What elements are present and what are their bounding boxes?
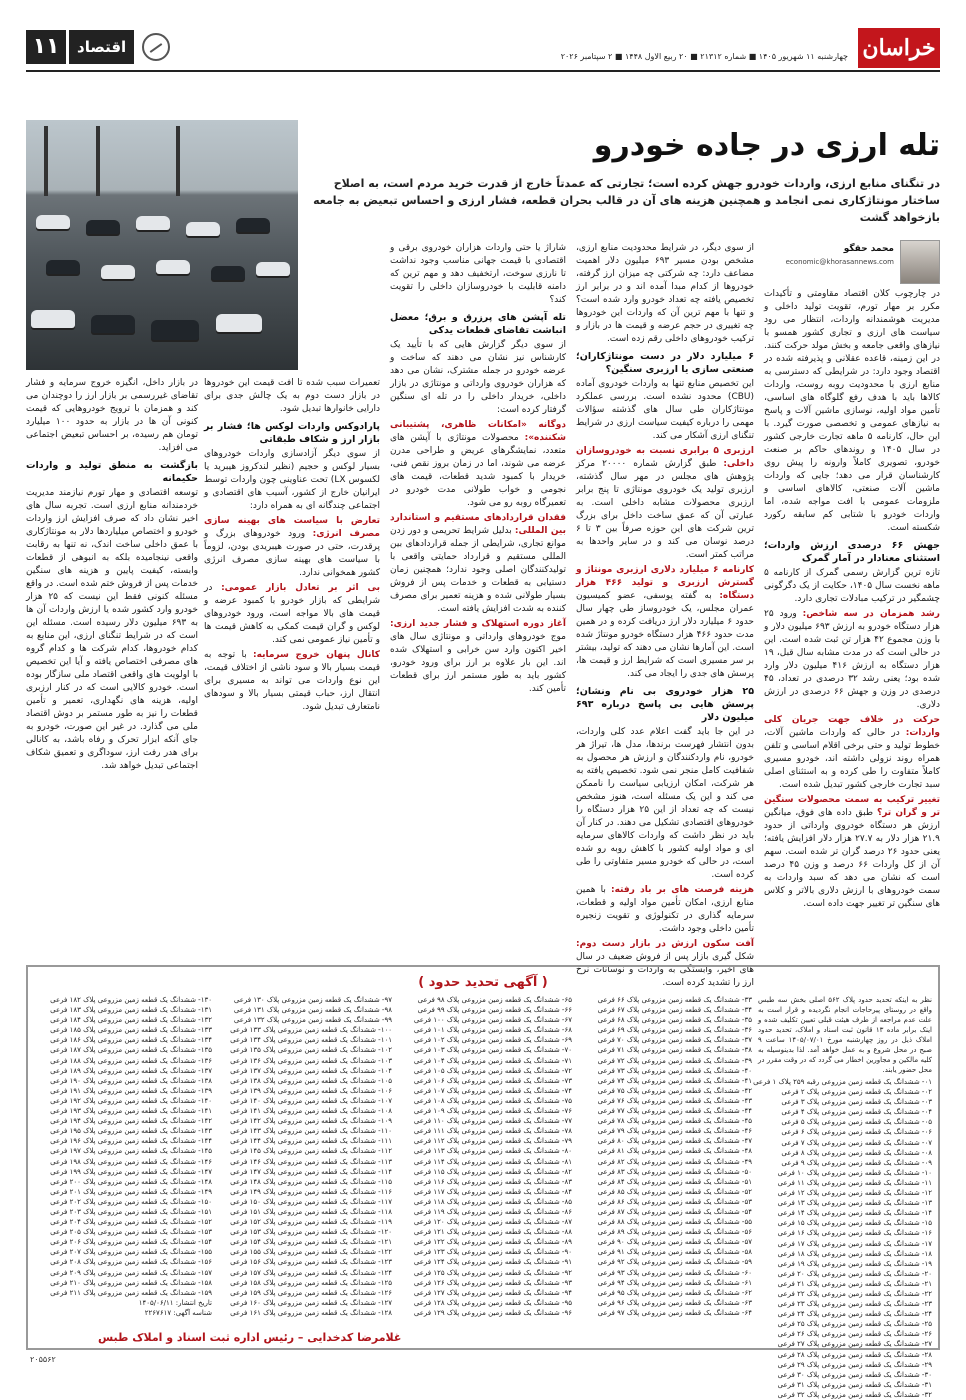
notice-item: ۲۳- ششدانگ یک قطعه زمین مزروعی پلاک ۲۳ فرعی — [777, 1300, 932, 1309]
notice-item: ۶۲- ششدانگ یک قطعه زمین مزروعی پلاک ۹۵ فرعی — [597, 1288, 752, 1297]
notice-item: ۱۰- ششدانگ یک قطعه زمین مزروعی پلاک ۱۰ فرعی — [777, 1168, 932, 1177]
paragraph: توسعه اقتصادی و مهار تورم نیازمند مدیریت خردمندانه منابع ارزی است. تجربه سال های اخیر نشان داد که صرف افزایش ارز واردات خودرو و اختصاص میلیاردها دلار به مونتاژکاری با عمق داخلی ساخت اندک، نه تنها به رقابت واقعی نینجامیده بلکه به انبوهی از قطعات وابسته، کیفیت پایین و هزینه های سنگین خدمات پس از فروش ختم شده است. در واقع مسئله کنونی فقط این نیست که ۲۵ هزار خودرو وارد کشور شده یا ارزش واردات آن ها به ۶۹۳ میلیون دلار رسیده است. مسئله این است که در شرایط تنگنای ارزی، این منابع به کدام خودروها، کدام شرکت ها و کدام گروه های مصرفی اختصاص یافته و آیا این تخصیص با اولویت های واقعی اقتصاد ملی سازگار بوده است. خودرو کالایی است که در کنار ارزبری اولیه، هزینه های نگهداری، تعمیر و تأمین قطعات را نیز به طور مستمر بر دوش اقتصاد ملی می گذارد. در غیر این صورت، خودرو به جای آنکه ابزار تحرک و رفاه باشد، به کانالی برای هدر رفت ارز، سوداگری و تعمیق شکاف اجتماعی تبدیل خواهد شد. — [26, 488, 198, 771]
paragraph: شکل گیری بازار پس از فروش ضعیف در سال های اخیر، وابستگی به واردات و نوسانات نرخ ارز را تشدید کرده است. — [576, 952, 754, 988]
issue-line: چهارشنبه ۱۱ شهریور ۱۴۰۵ ■ شماره ۲۱۳۱۲ ■ ۲۰ ربیع الاول ۱۴۴۸ ■ ۲ سپتامبر ۲۰۲۶ — [560, 52, 848, 61]
notice-item: ۱۰۷- ششدانگ یک قطعه زمین مزروعی پلاک ۱۴۰ فرعی — [230, 1096, 392, 1105]
notice-item: ۵۰- ششدانگ یک قطعه زمین مزروعی پلاک ۸۳ فرعی — [597, 1167, 752, 1176]
notice-item: ۱۴۱- ششدانگ یک قطعه زمین مزروعی پلاک ۱۹۳ فرعی — [50, 1107, 212, 1116]
notice-item: ۱۰۱- ششدانگ یک قطعه زمین مزروعی پلاک ۱۳۴ فرعی — [230, 1036, 392, 1045]
notice-item: ۱۰۶- ششدانگ یک قطعه زمین مزروعی پلاک ۱۳۹ فرعی — [230, 1086, 392, 1095]
car-icon — [46, 260, 80, 274]
notice-item: ۰۸- ششدانگ یک قطعه زمین مزروعی پلاک ۸ فرعی — [781, 1148, 932, 1157]
section-name: اقتصاد — [69, 30, 134, 64]
notice-item: تاریخ انتشار: ۱۴۰۵/۰۶/۱۱ — [138, 1298, 212, 1307]
paragraph: با همین منابع ارزی، امکان تأمین مواد اولیه و قطعات، سرمایه گذاری در تکنولوژی و تقویت زنجیره تأمین داخلی وجود داشت. — [576, 885, 754, 934]
page-number: ۱۱ — [26, 30, 66, 64]
notice-item: ۱۵۸- ششدانگ یک قطعه زمین مزروعی پلاک ۲۱۰ فرعی — [50, 1278, 212, 1287]
notice-item: ۱۶- ششدانگ یک قطعه زمین مزروعی پلاک ۱۶ فرعی — [777, 1229, 932, 1238]
notice-item: ۷۰- ششدانگ یک قطعه زمین مزروعی پلاک ۱۰۳ فرعی — [413, 1046, 572, 1055]
crane-icon — [176, 126, 180, 196]
paragraph: از سوی دیگر، در شرایط محدودیت منابع ارزی، مشخص بودن مسیر ۶۹۳ میلیون دلار اهمیت مضاعف دارد: چه شرکتی چه میزان ارز گرفته، خودروها از کدام مبدا آمده اند و در برابر ارز تخصیص یافته چه تعداد خودرو وارد شده است؟ و تنها با مهم ترین آن که واردات این خودروها چه تغییری در حجم عرضه و قیمت ها در بازار و ترکیب خودروهای داخلی رقم زده است. — [576, 243, 754, 344]
notice-item: ۶۱- ششدانگ یک قطعه زمین مزروعی پلاک ۹۴ فرعی — [597, 1278, 752, 1287]
notice-item: ۹۰- ششدانگ یک قطعه زمین مزروعی پلاک ۱۲۳ فرعی — [413, 1248, 572, 1257]
subheading: تله آپشن های پرزرق و برق؛ معضل انباشت تقاضای قطعات یدکی — [390, 312, 566, 336]
notice-column-2 — [578, 995, 752, 1331]
notice-item: ۴۸- ششدانگ یک قطعه زمین مزروعی پلاک ۸۱ فرعی — [597, 1147, 752, 1156]
notice-item: ۱۳۸- ششدانگ یک قطعه زمین مزروعی پلاک ۱۹۰ فرعی — [50, 1076, 212, 1085]
paragraph: در بازار داخل، انگیزه خروج سرمایه و فشار تقاضای غیررسمی بر بازار ارز را دوچندان می کند و همزمان با ترویج خودروهایی که قیمت کنونی آن ها در بازار به حدود ۱۰۰ میلیارد تومان هم رسیده، بر احساس تبعیض اجتماعی می افزاید. — [26, 378, 198, 453]
article-lead: در تنگنای منابع ارزی، واردات خودرو جهش کرده است؛ تجارتی که عمدتاً خارج از قدرت خرید مردم است، به اصلاح ساختار مونتاژکاری نمی انجامد و همچنین هزینه های آن در قالب بحران قطعه، فشار ارزی و احساس تبعیض به جامعه بازخواهد گشت — [313, 177, 940, 224]
paragraph: ورود خودروهای بزرگ و پرقدرت، حتی در صورت هیبریدی بودن، لزوماً با سیاست های بهینه سازی مصرف انرژی کشور همخوانی ندارد. — [204, 529, 380, 578]
notice-intro: نظر به اینکه تحدید حدود پلاک ۵۶۲ اصلی بخش سه طبس واقع در روستای پیرحاجات انجام نگردیده و قرار است به علت عدم مراجعه از طرف هیئت قبلی تعیین تکلیف شده و اینک برابر ماده ۱۳ قانون ثبت اسناد و املاک، تحدید حدود املاک ذیل در روز چهارشنبه مورخ ۱۴۰۵/۰۷/۰۱ ساعت ۹ صبح در محل شروع و به عمل خواهد آمد. لذا بدینوسیله به کلیه مالکین و مجاورین اخطار می گردد که در وقت مقرر در محل حضور یابند. — [758, 996, 933, 1074]
notice-item: ۸۱- ششدانگ یک قطعه زمین مزروعی پلاک ۱۱۴ فرعی — [413, 1157, 572, 1166]
notice-item: ۱۰۴- ششدانگ یک قطعه زمین مزروعی پلاک ۱۳۷ فرعی — [230, 1066, 392, 1075]
highlight-label: هزینه فرصت های بر باد رفته: — [610, 885, 754, 895]
notice-item: ۶۰- ششدانگ یک قطعه زمین مزروعی پلاک ۹۳ فرعی — [597, 1268, 752, 1277]
notice-items — [398, 995, 572, 1318]
highlight-label: آفت سکون ارزش در بازار دست دوم: — [576, 939, 754, 949]
notice-item: ۶۵- ششدانگ یک قطعه زمین مزروعی پلاک ۹۸ فرعی — [417, 996, 572, 1004]
notice-item: ۱۰۳- ششدانگ یک قطعه زمین مزروعی پلاک ۱۳۶ فرعی — [230, 1056, 392, 1065]
article-column-5 — [26, 377, 198, 1007]
notice-item: ۱۵۰- ششدانگ یک قطعه زمین مزروعی پلاک ۲۰۲ فرعی — [50, 1197, 212, 1206]
notice-item: ۷۸- ششدانگ یک قطعه زمین مزروعی پلاک ۱۱۱ فرعی — [413, 1127, 572, 1136]
notice-item: ۱۵۷- ششدانگ یک قطعه زمین مزروعی پلاک ۲۰۹ فرعی — [50, 1268, 212, 1277]
notice-item: ۹۵- ششدانگ یک قطعه زمین مزروعی پلاک ۱۲۸ فرعی — [413, 1298, 572, 1307]
notice-item: ۱۴۰- ششدانگ یک قطعه زمین مزروعی پلاک ۱۹۲ فرعی — [50, 1096, 212, 1105]
subheading: ۲۵ هزار خودروی بی نام ونشان؛ پرسش هایی بی پاسخ درباره ۶۹۳ میلیون دلار — [576, 686, 754, 723]
car-icon — [256, 262, 290, 276]
notice-item: ۰۹- ششدانگ یک قطعه زمین مزروعی پلاک ۹ فرعی — [781, 1158, 932, 1167]
highlight-label: تغییر ترکیب به سمت محصولات سنگین تر و گران تر؟ — [764, 795, 940, 818]
notice-item: ۴۷- ششدانگ یک قطعه زمین مزروعی پلاک ۸۰ فرعی — [597, 1137, 752, 1146]
notice-items — [753, 1077, 932, 1400]
notice-item: ۶۳- ششدانگ یک قطعه زمین مزروعی پلاک ۹۶ فرعی — [597, 1298, 752, 1307]
notice-item: ۳۷- ششدانگ یک قطعه زمین مزروعی پلاک ۷۰ فرعی — [597, 1036, 752, 1045]
paragraph: این تخصیص منابع تنها به واردات خودروی آماده (CBU) محدود نشده است. بررسی عملکرد مونتاژکاران طی سال های گذشته سؤالات مهمی را درباره کیفیت سیاست ارزی در شرایط تنگنای ارزی آشکار می کند. — [576, 379, 754, 441]
highlight-label: ارزبری ۵ برابری نسبت به خودروسازان داخلی: — [576, 446, 754, 469]
notice-item: ۱۲۸- ششدانگ یک قطعه زمین مزروعی پلاک ۱۶۱ فرعی — [230, 1308, 392, 1317]
car-icon — [156, 260, 190, 274]
notice-items — [38, 995, 212, 1318]
notice-title: ( آگهی تحدید حدود ) — [418, 975, 548, 990]
masthead — [26, 28, 940, 72]
notice-item: ۱۴۹- ششدانگ یک قطعه زمین مزروعی پلاک ۲۰۱ فرعی — [50, 1187, 212, 1196]
highlight-label: حرکت در خلاف جهت جریان کلی واردات: — [764, 715, 940, 738]
paragraph: ورود ۲۵ هزار دستگاه خودرو به ارزش ۶۹۳ میلیون دلار و با وزن مجموع ۴۲ هزار تن ثبت شده است. این در حالی است که در مدت مشابه سال قبل، ۱۹ هزار دستگاه به ارزش ۴۱۶ میلیون دلار وارد شده بود؛ یعنی رشد ۳۲ درصدی در تعداد، ۴۵ درصدی در وزن و جهش ۶۶ درصدی در ارزش دلاری. — [764, 609, 941, 710]
main-article — [26, 72, 940, 1007]
subheading: پارادوکس واردات لوکس ها؛ فشار بر بازار ارز و شکاف طبقاتی — [204, 421, 380, 445]
notice-item: ۰۷- ششدانگ یک قطعه زمین مزروعی پلاک ۷ فرعی — [781, 1138, 932, 1147]
paragraph: در این جا باید گفت اعلام عدد کلی واردات، بدون انتشار فهرست برندها، مدل ها، تیراژ هر خودرو، نام واردکنندگان و ارزش هر محصول به شفافیت کامل منجر نمی شود. تخصیص یافته به هر شرکت، امکان ارزیابی سیاست را ناممکن می کند و این یک مسئله است، هنوز مشخص نیست که چه تعداد از این ۲۵ هزار دستگاه را خودروهای اقتصادی تشکیل می دهند. در کنار آن باید در نظر داشت که واردات کالاهای سرمایه ای و مواد اولیه کشور با کاهش روبه رو شده است، در حالی که خودرو مسیر متفاوتی را طی کرده است. — [576, 727, 754, 880]
paragraph: تعمیرات سبب شده تا افت قیمت این خودروها در بازار دست دوم به یک چالش جدی برای دارایی خانوارها تبدیل شود. — [204, 378, 380, 414]
notice-item: ۳۹- ششدانگ یک قطعه زمین مزروعی پلاک ۷۲ فرعی — [597, 1056, 752, 1065]
newspaper-logo: خراسان — [858, 28, 940, 68]
highlight-label: کارنامه ۶ میلیارد دلاری ارزبری مونتاژ و گسترش ارزبری و تولید ۴۶۶ هزار دستگاه: — [576, 565, 754, 601]
notice-item: ۱۵۹- ششدانگ یک قطعه زمین مزروعی پلاک ۲۱۱ فرعی — [50, 1288, 212, 1297]
crane-icon — [96, 126, 100, 196]
notice-item: ۱۰۸- ششدانگ یک قطعه زمین مزروعی پلاک ۱۴۱ فرعی — [230, 1107, 392, 1116]
paragraph: موج خودروهای وارداتی و مونتاژی سال های اخیر اکنون وارد سن خرابی و استهلاک شده اند. این بار علاوه بر ارز برای ورود خودرو، کشور باید به طور مستمر ارز برای قطعات تأمین کند. — [390, 632, 566, 694]
notice-item: ۱۴۶- ششدانگ یک قطعه زمین مزروعی پلاک ۱۹۸ فرعی — [50, 1157, 212, 1166]
notice-item: ۵۱- ششدانگ یک قطعه زمین مزروعی پلاک ۸۴ فرعی — [597, 1177, 752, 1186]
notice-item: ۱۴۴- ششدانگ یک قطعه زمین مزروعی پلاک ۱۹۶ فرعی — [50, 1137, 212, 1146]
notice-item: ۱۵- ششدانگ یک قطعه زمین مزروعی پلاک ۱۵ فرعی — [777, 1219, 932, 1228]
notice-item: ۹۳- ششدانگ یک قطعه زمین مزروعی پلاک ۱۲۶ فرعی — [413, 1278, 572, 1287]
paragraph: شاراژ یا حتی واردات هزاران خودروی برقی و اقتصادی با قیمت جهانی مناسب وجود نداشت تا نارزی سوخت، ارتخفیف دهد و مهم ترین که دامنه قابلیت با خودروسازان داخلی را تقویت کند؟ — [390, 243, 566, 305]
notice-item: ۵۷- ششدانگ یک قطعه زمین مزروعی پلاک ۹۰ فرعی — [597, 1238, 752, 1247]
notice-item: ۱۳۰- ششدانگ یک قطعه زمین مزروعی پلاک ۱۸۲ فرعی — [50, 996, 212, 1004]
notice-item: ۱۵۱- ششدانگ یک قطعه زمین مزروعی پلاک ۲۰۳ فرعی — [50, 1207, 212, 1216]
section-header — [26, 30, 170, 64]
article-column-1 — [764, 288, 940, 1008]
notice-item: ۳۸- ششدانگ یک قطعه زمین مزروعی پلاک ۷۱ فرعی — [597, 1046, 752, 1055]
notice-item: ۰۲- ششدانگ یک قطعه زمین مزروعی پلاک ۲ فرعی — [781, 1088, 932, 1097]
notice-item: ۳۶- ششدانگ یک قطعه زمین مزروعی پلاک ۶۹ فرعی — [597, 1026, 752, 1035]
notice-item: ۵۸- ششدانگ یک قطعه زمین مزروعی پلاک ۹۱ فرعی — [597, 1248, 752, 1257]
car-icon — [186, 222, 220, 236]
legal-notice — [26, 965, 940, 1399]
notice-item: ۱۱۸- ششدانگ یک قطعه زمین مزروعی پلاک ۱۵۱ فرعی — [230, 1207, 392, 1216]
notice-item: ۱۱۷- ششدانگ یک قطعه زمین مزروعی پلاک ۱۵۰ فرعی — [230, 1197, 392, 1206]
notice-item: ۱۳۳- ششدانگ یک قطعه زمین مزروعی پلاک ۱۸۵ فرعی — [50, 1026, 212, 1035]
notice-item: ۱۳۹- ششدانگ یک قطعه زمین مزروعی پلاک ۱۹۱ فرعی — [50, 1086, 212, 1095]
notice-code: ۲۰۵۵۶۲ — [30, 1355, 56, 1364]
notice-item: ۰۵- ششدانگ یک قطعه زمین مزروعی پلاک ۵ فرعی — [781, 1118, 932, 1127]
notice-item: ۱۴۵- ششدانگ یک قطعه زمین مزروعی پلاک ۱۹۷ فرعی — [50, 1147, 212, 1156]
notice-item: ۷۶- ششدانگ یک قطعه زمین مزروعی پلاک ۱۰۹ فرعی — [413, 1107, 572, 1116]
notice-item: ۹۱- ششدانگ یک قطعه زمین مزروعی پلاک ۱۲۴ فرعی — [413, 1258, 572, 1267]
notice-item: ۴۳- ششدانگ یک قطعه زمین مزروعی پلاک ۷۶ فرعی — [597, 1096, 752, 1105]
notice-item: ۲۰- ششدانگ یک قطعه زمین مزروعی پلاک ۲۰ فرعی — [777, 1269, 932, 1278]
notice-item: ۸۷- ششدانگ یک قطعه زمین مزروعی پلاک ۱۲۰ فرعی — [413, 1218, 572, 1227]
notice-column-3 — [398, 995, 572, 1331]
notice-item: ۷۵- ششدانگ یک قطعه زمین مزروعی پلاک ۱۰۸ فرعی — [413, 1096, 572, 1105]
author-name: محمد حقگو — [843, 244, 894, 254]
notice-item: ۱۱۵- ششدانگ یک قطعه زمین مزروعی پلاک ۱۴۸ فرعی — [230, 1177, 392, 1186]
notice-item: ۱۰۰- ششدانگ یک قطعه زمین مزروعی پلاک ۱۳۳ فرعی — [230, 1026, 392, 1035]
notice-item: ۱۲۲- ششدانگ یک قطعه زمین مزروعی پلاک ۱۵۵ فرعی — [230, 1248, 392, 1257]
notice-item: ۳۲- ششدانگ یک قطعه زمین مزروعی پلاک ۳۲ فرعی — [777, 1390, 932, 1399]
notice-item: ۱۵۲- ششدانگ یک قطعه زمین مزروعی پلاک ۲۰۴ فرعی — [50, 1218, 212, 1227]
notice-column-1 — [753, 995, 933, 1399]
notice-item: ۳۰- ششدانگ یک قطعه زمین مزروعی پلاک ۳۰ فرعی — [777, 1370, 932, 1379]
notice-item: ۰۱- ششدانگ یک قطعه زمین مزروعی رقبه ۲۵۹ پلاک ۱ فرعی — [753, 1078, 932, 1086]
car-icon — [101, 265, 135, 279]
notice-item: ۱۱۴- ششدانگ یک قطعه زمین مزروعی پلاک ۱۴۷ فرعی — [230, 1167, 392, 1176]
paragraph: با توجه به قیمت بسیار بالا و سود ناشی از اختلاف قیمت، این نوع واردات می تواند به مسیری برای انتقال ارز، حباب قیمتی بسیار بالا و سودهای نامتعارف تبدیل شود. — [204, 650, 380, 712]
notice-item: ۸۳- ششدانگ یک قطعه زمین مزروعی پلاک ۱۱۶ فرعی — [413, 1177, 572, 1186]
notice-item: ۱۴- ششدانگ یک قطعه زمین مزروعی پلاک ۱۴ فرعی — [777, 1209, 932, 1218]
car-icon — [216, 314, 262, 332]
notice-item: ۰۴- ششدانگ یک قطعه زمین مزروعی پلاک ۴ فرعی — [781, 1108, 932, 1117]
notice-item: ۱۵۶- ششدانگ یک قطعه زمین مزروعی پلاک ۲۰۸ فرعی — [50, 1258, 212, 1267]
notice-item: ۱۲۵- ششدانگ یک قطعه زمین مزروعی پلاک ۱۵۸ فرعی — [230, 1278, 392, 1287]
highlight-label: فقدان قراردادهای مستقیم و استاندارد بین المللی: — [390, 513, 566, 536]
notice-item: ۹۶- ششدانگ یک قطعه زمین مزروعی پلاک ۱۲۹ فرعی — [413, 1308, 572, 1317]
notice-item: ۱۴۷- ششدانگ یک قطعه زمین مزروعی پلاک ۱۹۹ فرعی — [50, 1167, 212, 1176]
notice-column-5 — [38, 995, 212, 1331]
notice-item: ۲۵- ششدانگ یک قطعه زمین مزروعی پلاک ۲۵ فرعی — [777, 1320, 932, 1329]
notice-item: ۳۱- ششدانگ یک قطعه زمین مزروعی پلاک ۳۱ فرعی — [777, 1380, 932, 1389]
notice-item: ۵۴- ششدانگ یک قطعه زمین مزروعی پلاک ۸۷ فرعی — [597, 1207, 752, 1216]
notice-item: ۹۹- ششدانگ یک قطعه زمین مزروعی پلاک ۱۳۲ فرعی — [233, 1016, 392, 1025]
notice-items — [218, 995, 392, 1318]
article-column-2 — [576, 242, 754, 1007]
notice-item: ۷۲- ششدانگ یک قطعه زمین مزروعی پلاک ۱۰۵ فرعی — [413, 1066, 572, 1075]
car-icon — [91, 315, 135, 333]
notice-item: ۴۵- ششدانگ یک قطعه زمین مزروعی پلاک ۷۸ فرعی — [597, 1117, 752, 1126]
notice-item: ۷۴- ششدانگ یک قطعه زمین مزروعی پلاک ۱۰۷ فرعی — [413, 1086, 572, 1095]
notice-item: ۹۷- ششدانگ یک قطعه زمین مزروعی پلاک ۱۳۰ فرعی — [233, 996, 392, 1004]
notice-item: ۲۸- ششدانگ یک قطعه زمین مزروعی پلاک ۲۸ فرعی — [777, 1350, 932, 1359]
notice-item: ۲۷- ششدانگ یک قطعه زمین مزروعی پلاک ۲۷ فرعی — [777, 1340, 932, 1349]
notice-item: ۰۳- ششدانگ یک قطعه زمین مزروعی پلاک ۳ فرعی — [781, 1098, 932, 1107]
notice-item: ۶۸- ششدانگ یک قطعه زمین مزروعی پلاک ۱۰۱ فرعی — [413, 1026, 572, 1035]
notice-item: ۱۳۶- ششدانگ یک قطعه زمین مزروعی پلاک ۱۸۸ فرعی — [50, 1056, 212, 1065]
notice-item: ۱۵۴- ششدانگ یک قطعه زمین مزروعی پلاک ۲۰۶ فرعی — [50, 1238, 212, 1247]
notice-item: ۱۱۱- ششدانگ یک قطعه زمین مزروعی پلاک ۱۴۴ فرعی — [230, 1137, 392, 1146]
notice-item: ۳۵- ششدانگ یک قطعه زمین مزروعی پلاک ۶۸ فرعی — [597, 1016, 752, 1025]
notice-item: ۶۷- ششدانگ یک قطعه زمین مزروعی پلاک ۱۰۰ فرعی — [413, 1016, 572, 1025]
car-icon — [211, 266, 245, 280]
notice-item: ۸۲- ششدانگ یک قطعه زمین مزروعی پلاک ۱۱۵ فرعی — [413, 1167, 572, 1176]
notice-item: ۱۱۳- ششدانگ یک قطعه زمین مزروعی پلاک ۱۴۶ فرعی — [230, 1157, 392, 1166]
article-headline: تله ارزی در جاده خودرو — [593, 128, 940, 163]
notice-item: شناسه آگهی: ۲۲۶۷۶۱۷ — [144, 1308, 212, 1317]
notice-item: ۱۹- ششدانگ یک قطعه زمین مزروعی پلاک ۱۹ فرعی — [777, 1259, 932, 1268]
notice-column-4 — [218, 995, 392, 1331]
notice-item: ۱۰۲- ششدانگ یک قطعه زمین مزروعی پلاک ۱۳۵ فرعی — [230, 1046, 392, 1055]
notice-item: ۱۴۸- ششدانگ یک قطعه زمین مزروعی پلاک ۲۰۰ فرعی — [50, 1177, 212, 1186]
notice-item: ۶۴- ششدانگ یک قطعه زمین مزروعی پلاک ۹۷ فرعی — [597, 1308, 752, 1317]
notice-items — [578, 995, 752, 1318]
paragraph: از سوی دیگر گزارش هایی که با تأیید یک کارشناس نیز نشان می دهند که ساخت و عرضه خودرو در جمله مشترک، نشان می دهد که هزاران خودروی وارداتی و مونتاژی در بازار داخلی، خریدار داخلی را در تله ای سنگین گرفتار کرده است: — [390, 340, 566, 415]
notice-item: ۵۲- ششدانگ یک قطعه زمین مزروعی پلاک ۸۵ فرعی — [597, 1187, 752, 1196]
car-icon — [31, 310, 75, 328]
author-avatar — [900, 240, 940, 284]
notice-item: ۱۲- ششدانگ یک قطعه زمین مزروعی پلاک ۱۲ فرعی — [777, 1189, 932, 1198]
author-box — [785, 240, 940, 286]
notice-item: ۱۳۴- ششدانگ یک قطعه زمین مزروعی پلاک ۱۸۶ فرعی — [50, 1036, 212, 1045]
notice-item: ۷۱- ششدانگ یک قطعه زمین مزروعی پلاک ۱۰۴ فرعی — [413, 1056, 572, 1065]
car-icon — [236, 218, 270, 232]
paragraph: به گفته یوسفی، عضو کمیسیون عمران مجلس، یک خودروساز طی چهار سال حدود ۶ میلیارد دلار ارز دریافت کرده و در همین مدت حدود ۴۶۶ هزار دستگاه خودرو مونتاژ شده است. این آمارها نشان می دهند که تولید، بیشتر بر سر مسیری است که شرایط ارز و قیمت ها، پرسش های جدی را ایجاد می کند. — [576, 591, 754, 679]
notice-item: ۳۳- ششدانگ یک قطعه زمین مزروعی پلاک ۶۶ فرعی — [597, 996, 752, 1004]
highlight-label: تعارض با سیاست های بهینه سازی مصرف انرژی: — [204, 516, 380, 539]
notice-item: ۴۲- ششدانگ یک قطعه زمین مزروعی پلاک ۷۵ فرعی — [597, 1086, 752, 1095]
notice-item: ۱۸- ششدانگ یک قطعه زمین مزروعی پلاک ۱۸ فرعی — [777, 1249, 932, 1258]
notice-item: ۹۲- ششدانگ یک قطعه زمین مزروعی پلاک ۱۲۵ فرعی — [413, 1268, 572, 1277]
paragraph: در چارچوب کلان اقتصاد مقاومتی و تأکیدات مکرر بر مهار تورم، تقویت تولید داخلی و مدیریت هوشمندانه واردات، انتظار می رود سیاست های ارزی و تجاری کشور همسو با نیازهای واقعی جامعه و بخش مولد حرکت کنند. در این زمینه، قاعده عقلانی و پذیرفته شده در اقتصاد وجود دارد: در شرایطی که دسترسی به منابع ارزی با محدودیت روبه روست، واردات کالاها باید با هدف رفع گلوگاه های اساسی، تأمین مواد اولیه، نوسازی ماشین آلات و پاسخ به نیازهای عمومی و تخصصی صورت گیرد. با این حال، کارنامه ۵ ماهه تجارت خارجی کشور در سال ۱۴۰۵ و روندهای حاکم بر صنعت خودرو، تصویری کاملاً وارونه را پیش روی کارشناسان قرار می دهد؛ جایی که واردات ماشین آلات صنعتی، کالاهای اساسی و ملزومات عمومی با افت مواجه شده، اما واردات خودرو با شتابی کم سابقه رکورد شکسته است. — [764, 289, 940, 533]
notice-item: ۵۳- ششدانگ یک قطعه زمین مزروعی پلاک ۸۶ فرعی — [597, 1197, 752, 1206]
notice-item: ۲۲- ششدانگ یک قطعه زمین مزروعی پلاک ۲۲ فرعی — [777, 1289, 932, 1298]
notice-item: ۱۲۷- ششدانگ یک قطعه زمین مزروعی پلاک ۱۶۰ فرعی — [230, 1298, 392, 1307]
notice-item: ۸۰- ششدانگ یک قطعه زمین مزروعی پلاک ۱۱۳ فرعی — [413, 1147, 572, 1156]
article-column-4 — [204, 377, 380, 1007]
highlight-label: رشد همزمان در سه شاخص: — [802, 609, 940, 619]
notice-item: ۸۴- ششدانگ یک قطعه زمین مزروعی پلاک ۱۱۷ فرعی — [413, 1187, 572, 1196]
paragraph: محصولات مونتاژی با آپشن های متعدد، نمایشگرهای عریض و طراحی مدرن عرضه می شوند، اما در زمان بروز نقص فنی، خریدار با کمبود شدید قطعات، قیمت های نجومی و خواب طولانی مدت خودرو در تعمیرگاه روبه رو می شود. — [390, 433, 566, 508]
notice-item: ۱۳۱- ششدانگ یک قطعه زمین مزروعی پلاک ۱۸۳ فرعی — [50, 1006, 212, 1015]
notice-item: ۵۵- ششدانگ یک قطعه زمین مزروعی پلاک ۸۸ فرعی — [597, 1218, 752, 1227]
notice-item: ۱۳- ششدانگ یک قطعه زمین مزروعی پلاک ۱۳ فرعی — [777, 1199, 932, 1208]
subheading: بازگشت به منطق تولید و واردات حکیمانه — [26, 460, 198, 484]
article-column-3 — [390, 242, 566, 1007]
car-icon — [86, 220, 120, 234]
notice-item: ۱۲۴- ششدانگ یک قطعه زمین مزروعی پلاک ۱۵۷ فرعی — [230, 1268, 392, 1277]
notice-item: ۱۵۵- ششدانگ یک قطعه زمین مزروعی پلاک ۲۰۷ فرعی — [50, 1248, 212, 1257]
notice-item: ۱۵۳- ششدانگ یک قطعه زمین مزروعی پلاک ۲۰۵ فرعی — [50, 1228, 212, 1237]
car-icon — [151, 320, 199, 340]
notice-item: ۴۱- ششدانگ یک قطعه زمین مزروعی پلاک ۷۴ فرعی — [597, 1076, 752, 1085]
growth-chart-icon — [142, 33, 170, 61]
notice-item: ۱۴۳- ششدانگ یک قطعه زمین مزروعی پلاک ۱۹۵ فرعی — [50, 1127, 212, 1136]
notice-item: ۷۳- ششدانگ یک قطعه زمین مزروعی پلاک ۱۰۶ فرعی — [413, 1076, 572, 1085]
highlight-label: کانال پنهان خروج سرمایه: — [253, 650, 381, 660]
notice-item: ۱۷- ششدانگ یک قطعه زمین مزروعی پلاک ۱۷ فرعی — [777, 1239, 932, 1248]
paragraph: در شرایطی که بازار خودرو با کمبود عرضه و قیمت های بالا مواجه است، ورود خودروهای لوکس و گران قیمت کمکی به کاهش قیمت ها و تأمین نیاز عمومی نمی کند. — [204, 583, 380, 645]
notice-item: ۷۷- ششدانگ یک قطعه زمین مزروعی پلاک ۱۱۰ فرعی — [413, 1117, 572, 1126]
notice-item: ۸۹- ششدانگ یک قطعه زمین مزروعی پلاک ۱۲۲ فرعی — [413, 1238, 572, 1247]
highlight-label: دوگانه «امکانات ظاهری، پشتیبانی شکننده»: — [390, 420, 566, 443]
notice-item: ۱۴۲- ششدانگ یک قطعه زمین مزروعی پلاک ۱۹۴ فرعی — [50, 1117, 212, 1126]
notice-item: ۱۳۲- ششدانگ یک قطعه زمین مزروعی پلاک ۱۸۴ فرعی — [50, 1016, 212, 1025]
highlight-label: بی اثر بر تعادل بازار عمومی: — [221, 583, 380, 593]
paragraph: از سوی دیگر آزادسازی واردات خودروهای بسیار لوکس و حجیم (نظیر لندکروز هیبرید یا لکسوس LX) تحت عناوینی چون واردات توسط ایرانیان خارج از کشور، آسیب های اقتصادی و اجتماعی چندگانه ای به همراه دارد: — [204, 449, 380, 511]
paragraph: در حالی که واردات ماشین آلات، خطوط تولید و حتی برخی اقلام اساسی و تلفن همراه روند نزولی داشته اند، خودرو مسیری کاملاً متفاوت را طی کرده و به استثنای اصلی سبد تجارت خارجی کشور تبدیل شده است. — [764, 728, 940, 790]
notice-item: ۲۴- ششدانگ یک قطعه زمین مزروعی پلاک ۲۴ فرعی — [777, 1310, 932, 1319]
notice-item: ۱۱۶- ششدانگ یک قطعه زمین مزروعی پلاک ۱۴۹ فرعی — [230, 1187, 392, 1196]
paragraph: طبق گزارش شماره ۲۰۰۰۰ مرکز پژوهش های مجلس در مهر سال گذشته، ارزبری تولید یک خودروی مونتاژی تا پنج برابر ارزبری محصولات مشابه داخلی است. به عبارتی آن که عمق ساخت داخل برای بزرگ ترین شرکت های این حوزه صرفاً بین ۳ تا ۶ درصد نوسان می کند و در سایر واحدها به مراتب کمتر است. — [576, 459, 755, 560]
notice-item: ۱۲۳- ششدانگ یک قطعه زمین مزروعی پلاک ۱۵۶ فرعی — [230, 1258, 392, 1267]
notice-signature: غلامرضا کدخدایی – رئیس اداره ثبت اسناد و املاک طبس — [98, 1331, 402, 1344]
notice-item: ۱۲۰- ششدانگ یک قطعه زمین مزروعی پلاک ۱۵۳ فرعی — [230, 1228, 392, 1237]
paragraph: بدلیل شرایط تحریمی و دور زدن موانع تجاری، شرایطی از جمله قراردادهای بین المللی مستقیم و قرارداد حمایتی واقعی با تولیدکنندگان اصلی وجود ندارد؛ همچنین زمان دستیابی به قطعات و خدمات پس از فروش بسیار طولانی شده و هزینه تعمیر برای مصرف کننده به شدت افزایش یافته است. — [390, 526, 566, 614]
paragraph: تازه ترین گزارش رسمی گمرک از کارنامه ۵ ماهه نخست سال ۱۴۰۵، حکایت از یک دگرگونی چشمگیر در ترکیب مبادلات تجاری دارد. — [764, 568, 940, 604]
notice-item: ۸۶- ششدانگ یک قطعه زمین مزروعی پلاک ۱۱۹ فرعی — [413, 1207, 572, 1216]
highlight-label: آغاز دوره استهلاک و فشار جدید ارزی: — [390, 619, 566, 629]
notice-item: ۱۱- ششدانگ یک قطعه زمین مزروعی پلاک ۱۱ فرعی — [777, 1178, 932, 1187]
notice-item: ۴۹- ششدانگ یک قطعه زمین مزروعی پلاک ۸۲ فرعی — [597, 1157, 752, 1166]
notice-item: ۲۹- ششدانگ یک قطعه زمین مزروعی پلاک ۲۹ فرعی — [777, 1360, 932, 1369]
notice-item: ۱۱۹- ششدانگ یک قطعه زمین مزروعی پلاک ۱۵۲ فرعی — [230, 1218, 392, 1227]
notice-item: ۷۹- ششدانگ یک قطعه زمین مزروعی پلاک ۱۱۲ فرعی — [413, 1137, 572, 1146]
notice-item: ۱۱۲- ششدانگ یک قطعه زمین مزروعی پلاک ۱۴۵ فرعی — [230, 1147, 392, 1156]
notice-item: ۹۴- ششدانگ یک قطعه زمین مزروعی پلاک ۱۲۷ فرعی — [413, 1288, 572, 1297]
notice-item: ۱۳۵- ششدانگ یک قطعه زمین مزروعی پلاک ۱۸۷ فرعی — [50, 1046, 212, 1055]
subheading: ۶ میلیارد دلار در دست مونتاژکاران؛ صنعتی سازی یا ارزبری سنگین؟ — [576, 351, 754, 375]
notice-item: ۰۶- ششدانگ یک قطعه زمین مزروعی پلاک ۶ فرعی — [781, 1128, 932, 1137]
author-email: economic@khorasannews.com — [785, 258, 894, 266]
notice-item: ۲۶- ششدانگ یک قطعه زمین مزروعی پلاک ۲۶ فرعی — [777, 1330, 932, 1339]
crane-icon — [44, 126, 48, 196]
notice-item: ۴۰- ششدانگ یک قطعه زمین مزروعی پلاک ۷۳ فرعی — [597, 1066, 752, 1075]
notice-item: ۱۰۵- ششدانگ یک قطعه زمین مزروعی پلاک ۱۳۸ فرعی — [230, 1076, 392, 1085]
notice-item: ۶۹- ششدانگ یک قطعه زمین مزروعی پلاک ۱۰۲ فرعی — [413, 1036, 572, 1045]
notice-item: ۹۸- ششدانگ یک قطعه زمین مزروعی پلاک ۱۳۱ فرعی — [233, 1006, 392, 1015]
notice-item: ۱۱۰- ششدانگ یک قطعه زمین مزروعی پلاک ۱۴۳ فرعی — [230, 1127, 392, 1136]
notice-item: ۱۲۱- ششدانگ یک قطعه زمین مزروعی پلاک ۱۵۴ فرعی — [230, 1238, 392, 1247]
notice-item: ۱۰۹- ششدانگ یک قطعه زمین مزروعی پلاک ۱۴۲ فرعی — [230, 1117, 392, 1126]
article-photo-cars-at-port — [26, 120, 298, 370]
notice-item: ۴۶- ششدانگ یک قطعه زمین مزروعی پلاک ۷۹ فرعی — [597, 1127, 752, 1136]
notice-item: ۱۳۷- ششدانگ یک قطعه زمین مزروعی پلاک ۱۸۹ فرعی — [50, 1066, 212, 1075]
notice-item: ۳۴- ششدانگ یک قطعه زمین مزروعی پلاک ۶۷ فرعی — [597, 1006, 752, 1015]
notice-item: ۸۵- ششدانگ یک قطعه زمین مزروعی پلاک ۱۱۸ فرعی — [413, 1197, 572, 1206]
notice-item: ۲۱- ششدانگ یک قطعه زمین مزروعی پلاک ۲۱ فرعی — [777, 1279, 932, 1288]
notice-item: ۱۲۶- ششدانگ یک قطعه زمین مزروعی پلاک ۱۵۹ فرعی — [230, 1288, 392, 1297]
car-icon — [36, 215, 70, 229]
notice-item: ۶۶- ششدانگ یک قطعه زمین مزروعی پلاک ۹۹ فرعی — [417, 1006, 572, 1015]
notice-item: ۸۸- ششدانگ یک قطعه زمین مزروعی پلاک ۱۲۱ فرعی — [413, 1228, 572, 1237]
notice-item: ۵۹- ششدانگ یک قطعه زمین مزروعی پلاک ۹۲ فرعی — [597, 1258, 752, 1267]
subheading: جهش ۶۶ درصدی ارزش واردات؛ استثنای معنادار در آمار گمرک — [764, 540, 940, 564]
car-icon — [136, 216, 170, 230]
notice-item: ۵۶- ششدانگ یک قطعه زمین مزروعی پلاک ۸۹ فرعی — [597, 1228, 752, 1237]
notice-item: ۴۴- ششدانگ یک قطعه زمین مزروعی پلاک ۷۷ فرعی — [597, 1107, 752, 1116]
paragraph: طبق داده های فوق، میانگین ارزش هر دستگاه خودروی وارداتی از حدود ۲۱.۹ هزار دلار به ۲۷.۷ هزار دلار افزایش یافته؛ یعنی حدود ۲۶ درصد گران تر شده است. سهم آن از کل واردات ۶۶ درصد و وزن ۴۵ درصد است که نشان می دهد که سبد واردات به سمت خودروهای با ارزش دلاری بالاتر و کلاس های سنگین تر تغییر جهت داده است. — [764, 808, 940, 909]
